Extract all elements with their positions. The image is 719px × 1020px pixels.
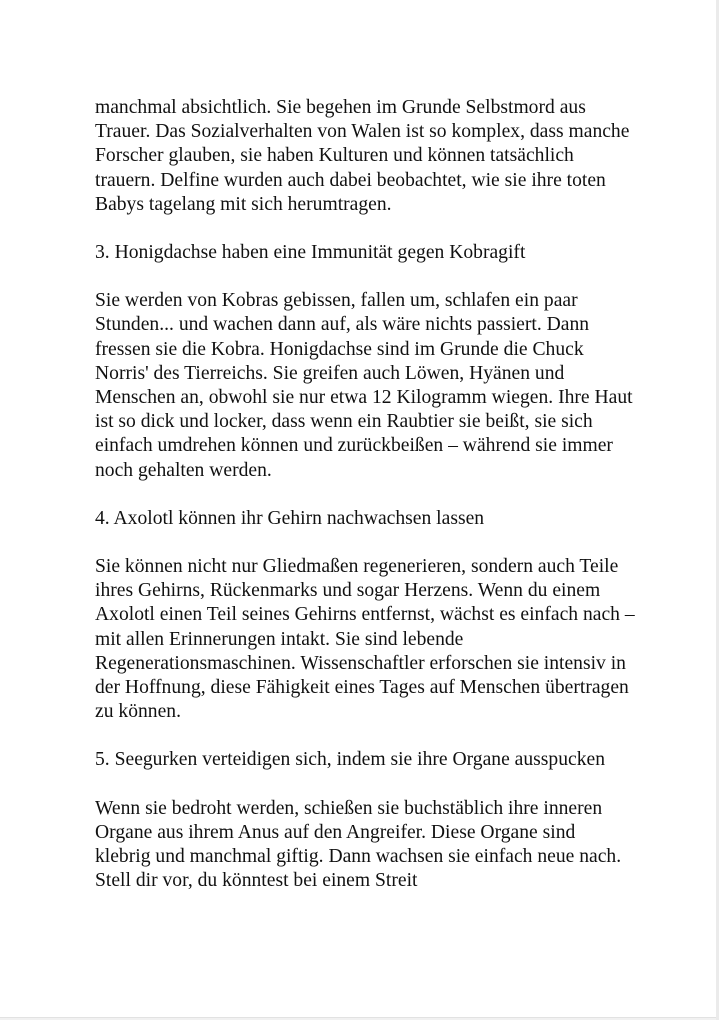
paragraph-whales-continued: manchmal absichtlich. Sie begehen im Grunde Selbstmord aus Trauer. Das Sozialverhalten von Walen ist so komplex, dass manche Forscher glauben, sie haben Kulturen und können tatsächlich trauern. Delfine wurden auch dabei beobachtet, wie sie ihre toten Babys tagelang mit sich herumtragen.: [95, 97, 630, 215]
paragraph-honey-badgers: Sie werden von Kobras gebissen, fallen um, schlafen ein paar Stunden... und wachen dann auf, als wäre nichts passiert. Dann fressen sie die Kobra. Honigdachse sind im Grunde die Chuck Norris' des Tierreichs. Sie greifen auch Löwen, Hyänen und Menschen an, obwohl sie nur etwa 12 Kilogramm wiegen. Ihre Haut ist so dick und locker, dass wenn ein Raubtier sie beißt, sie sich einfach umdrehen können und zurückbeißen – während sie immer noch gehalten werden.: [95, 290, 633, 481]
document-body: [95, 96, 635, 917]
paragraph-sea-cucumbers: Wenn sie bedroht werden, schießen sie buchstäblich ihre inneren Organe aus ihrem Anus auf den Angreifer. Diese Organe sind klebrig und manchmal giftig. Dann wachsen sie einfach neue nach. Stell dir vor, du könntest bei einem Streit: [95, 797, 622, 892]
heading-axolotl: 4. Axolotl können ihr Gehirn nachwachsen lassen: [95, 507, 485, 529]
heading-honey-badgers: 3. Honigdachse haben eine Immunität gegen Kobragift: [95, 242, 526, 264]
paragraph-axolotl: Sie können nicht nur Gliedmaßen regenerieren, sondern auch Teile ihres Gehirns, Rückenmarks und sogar Herzens. Wenn du einem Axolotl einen Teil seines Gehirns entfernst, wächst es einfach nach – mit allen Erinnerungen intakt. Sie sind lebende Regenerationsmaschinen. Wissenschaftler erforschen sie intensiv in der Hoffnung, diese Fähigkeit eines Tages auf Menschen übertragen zu können.: [95, 556, 635, 723]
heading-sea-cucumbers: 5. Seegurken verteidigen sich, indem sie ihre Organe ausspucken: [95, 749, 606, 771]
